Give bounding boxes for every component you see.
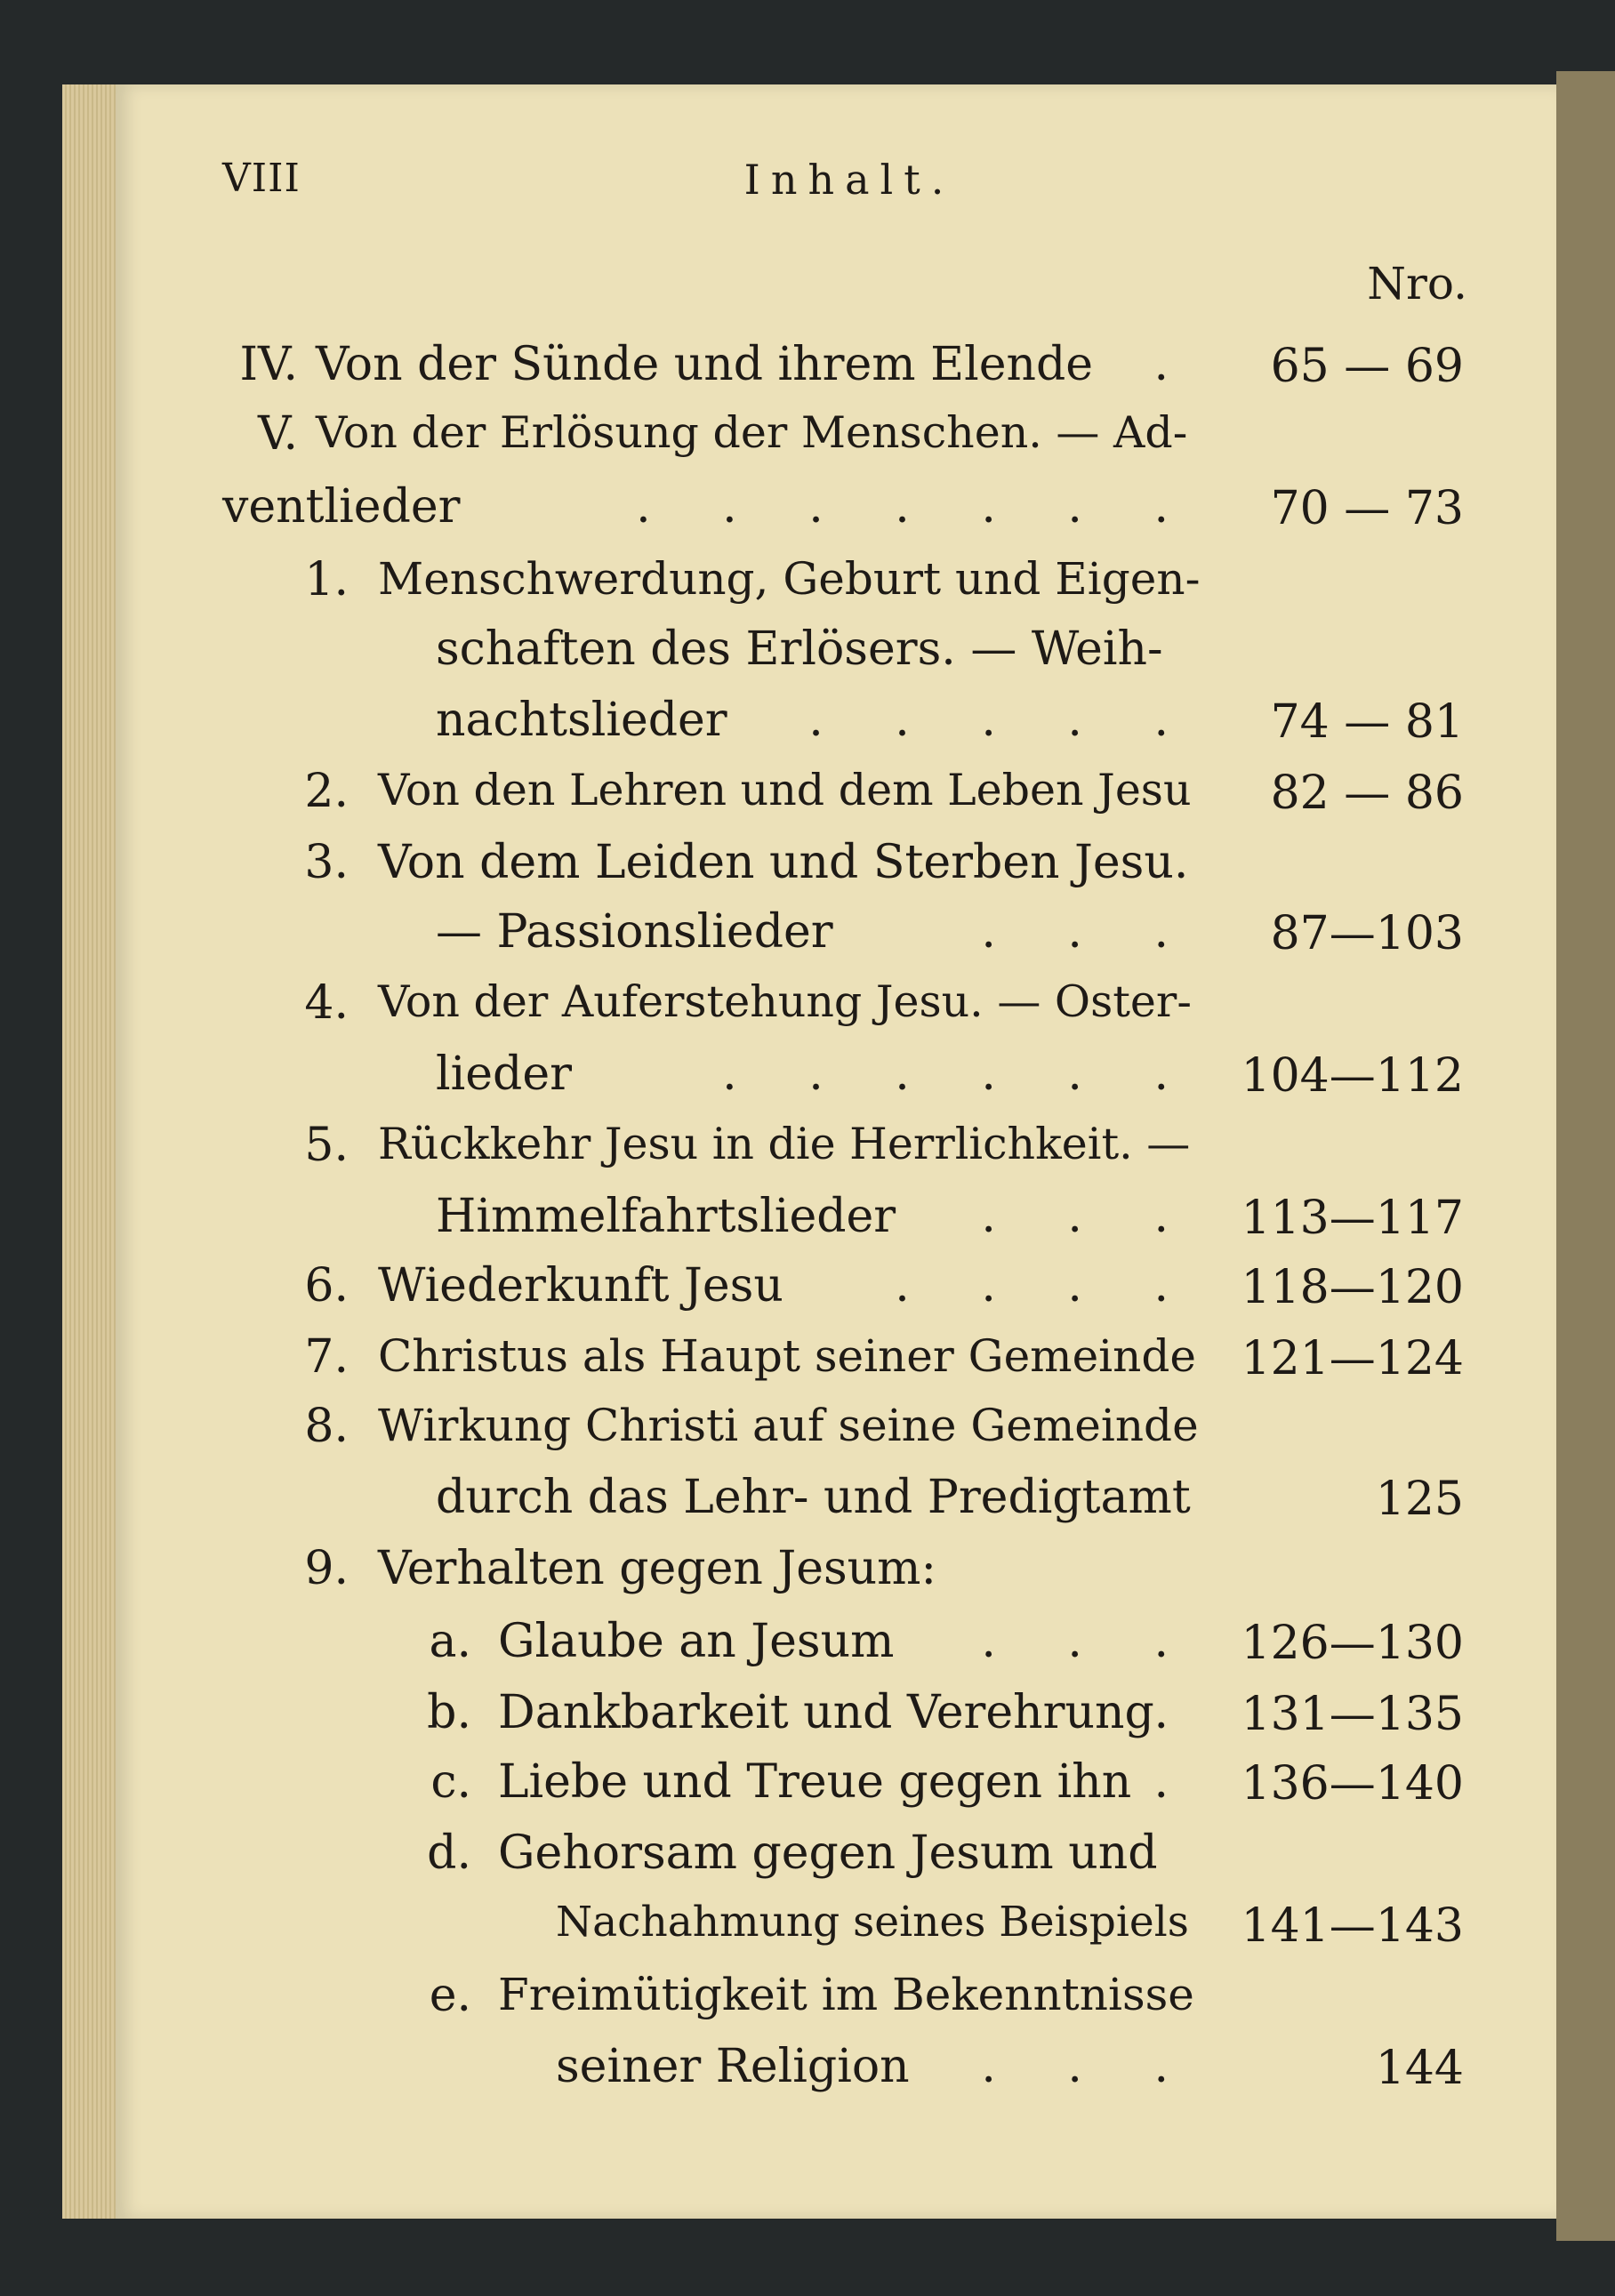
toc-entry [0, 338, 1615, 407]
toc-entry-title: Verhalten gegen Jesum: [378, 1542, 936, 1595]
toc-entry [0, 1048, 1615, 1117]
toc-entry [0, 1826, 1615, 1896]
toc-entry-number: 9. [304, 1542, 349, 1595]
toc-entry-page-range: 118—120 [1241, 1261, 1464, 1314]
toc-entry-title: schaften des Erlösers. — Weih- [436, 622, 1163, 676]
column-label: Nro. [1367, 258, 1467, 309]
toc-entry-page-range: 104—112 [1241, 1049, 1464, 1103]
toc-entry-page-range: 126—130 [1241, 1617, 1464, 1670]
toc-entry-title: Wiederkunft Jesu [378, 1259, 783, 1313]
toc-entry-page-range: 113—117 [1241, 1192, 1464, 1245]
toc-entry-title: Von der Erlösung der Menschen. — Ad- [316, 407, 1188, 458]
toc-entry [0, 1898, 1615, 1967]
toc-entry [0, 1755, 1615, 1825]
toc-entry-page-range: 141—143 [1241, 1899, 1464, 1953]
toc-entry-page-range: 125 [1375, 1473, 1464, 1526]
toc-entry-number: c. [430, 1755, 471, 1809]
toc-entry-title: Rückkehr Jesu in die Herrlichkeit. — [378, 1119, 1191, 1169]
toc-entry-title: Himmelfahrtslieder [436, 1190, 896, 1243]
toc-entry-title: durch das Lehr- und Predigtamt [436, 1471, 1191, 1524]
toc-entry-number: 4. [304, 976, 349, 1030]
toc-entry-number: a. [429, 1615, 471, 1668]
toc-entry-title: — Passionslieder [436, 905, 833, 959]
toc-entry [0, 2040, 1615, 2109]
toc-entry-page-range: 87—103 [1270, 907, 1464, 960]
toc-entry [0, 1969, 1615, 2038]
toc-entry-leader: . . . . [895, 1259, 1197, 1313]
toc-entry-number: 6. [304, 1259, 349, 1313]
toc-entry-title: nachtslieder [436, 694, 727, 747]
toc-entry-leader: . [1153, 1686, 1197, 1739]
toc-entry-title: seiner Religion [556, 2040, 910, 2093]
toc-entry [0, 407, 1615, 477]
toc-entry-number: 2. [304, 765, 349, 818]
toc-entry-title: ventlieder [222, 480, 461, 534]
toc-entry-title: Dankbarkeit und Verehrung [498, 1686, 1154, 1739]
toc-entry-leader: . . . [981, 1615, 1197, 1668]
toc-entry-title: Von dem Leiden und Sterben Jesu. [378, 836, 1189, 889]
toc-entry [0, 1542, 1615, 1611]
toc-entry [0, 976, 1615, 1046]
toc-entry-page-range: 70 — 73 [1270, 482, 1464, 535]
toc-entry-title: Wirkung Christi auf seine Gemeinde [378, 1400, 1199, 1451]
toc-entry-page-range: 144 [1375, 2042, 1464, 2095]
toc-entry [0, 1686, 1615, 1755]
toc-entry [0, 1259, 1615, 1329]
toc-entry-number: b. [427, 1686, 471, 1739]
toc-entry-number: 7. [304, 1330, 349, 1384]
toc-entry [0, 1190, 1615, 1259]
toc-entry-title: lieder [436, 1048, 572, 1101]
toc-entry-title: Nachahmung seines Beispiels [556, 1898, 1189, 1947]
toc-entry-leader: . [1153, 1755, 1197, 1809]
toc-entry-leader: . . . . . [808, 694, 1197, 747]
toc-entry-leader: . [1153, 338, 1197, 391]
toc-entry [0, 694, 1615, 763]
toc-entry-page-range: 82 — 86 [1270, 767, 1464, 820]
toc-entry-number: 8. [304, 1400, 349, 1453]
toc-entry [0, 1471, 1615, 1540]
toc-entry-title: Freimütigkeit im Bekenntnisse [498, 1969, 1194, 2020]
toc-entry-title: Glaube an Jesum [498, 1615, 895, 1668]
toc-entry-title: Von den Lehren und dem Leben Jesu [378, 765, 1192, 815]
toc-entry-number: IV. [239, 338, 298, 391]
toc-entry-page-range: 74 — 81 [1270, 695, 1464, 749]
toc-entry-page-range: 65 — 69 [1270, 340, 1464, 393]
toc-entry-leader: . . . [981, 2040, 1197, 2093]
toc-entry-number: e. [429, 1969, 471, 2022]
toc-entry-page-range: 131—135 [1241, 1688, 1464, 1741]
toc-entry-leader: . . . [981, 1190, 1197, 1243]
toc-entry-leader: . . . [981, 905, 1197, 959]
toc-entry-page-range: 121—124 [1241, 1332, 1464, 1385]
toc-entry [0, 553, 1615, 622]
toc-entry [0, 1400, 1615, 1469]
toc-entry-number: 5. [304, 1119, 349, 1172]
toc-entry-leader: . . . . . . [722, 1048, 1197, 1101]
toc-entry-title: Von der Auferstehung Jesu. — Oster- [378, 976, 1192, 1027]
toc-entry-title: Christus als Haupt seiner Gemeinde [378, 1330, 1196, 1382]
toc-entry-number: 3. [304, 836, 349, 889]
toc-entry [0, 480, 1615, 550]
toc-entry [0, 1119, 1615, 1188]
toc-entry-number: V. [258, 407, 298, 461]
toc-entry-number: d. [427, 1826, 471, 1880]
toc-entry [0, 1615, 1615, 1684]
toc-entry [0, 765, 1615, 834]
toc-entry [0, 1330, 1615, 1400]
toc-entry-leader: . . . . . . . [636, 480, 1197, 534]
toc-entry-title: Menschwerdung, Geburt und Eigen- [378, 553, 1201, 605]
page-title: Inhalt. [743, 156, 955, 204]
toc-entry-page-range: 136—140 [1241, 1757, 1464, 1810]
toc-entry [0, 622, 1615, 692]
toc-entry-number: 1. [304, 553, 349, 606]
toc-entry [0, 836, 1615, 905]
toc-entry-title: Liebe und Treue gegen ihn [498, 1755, 1132, 1809]
page-number: VIII [222, 156, 301, 201]
toc-entry-title: Von der Sünde und ihrem Elende [316, 338, 1094, 391]
toc-entry [0, 905, 1615, 975]
toc-entry-title: Gehorsam gegen Jesum und [498, 1826, 1158, 1880]
